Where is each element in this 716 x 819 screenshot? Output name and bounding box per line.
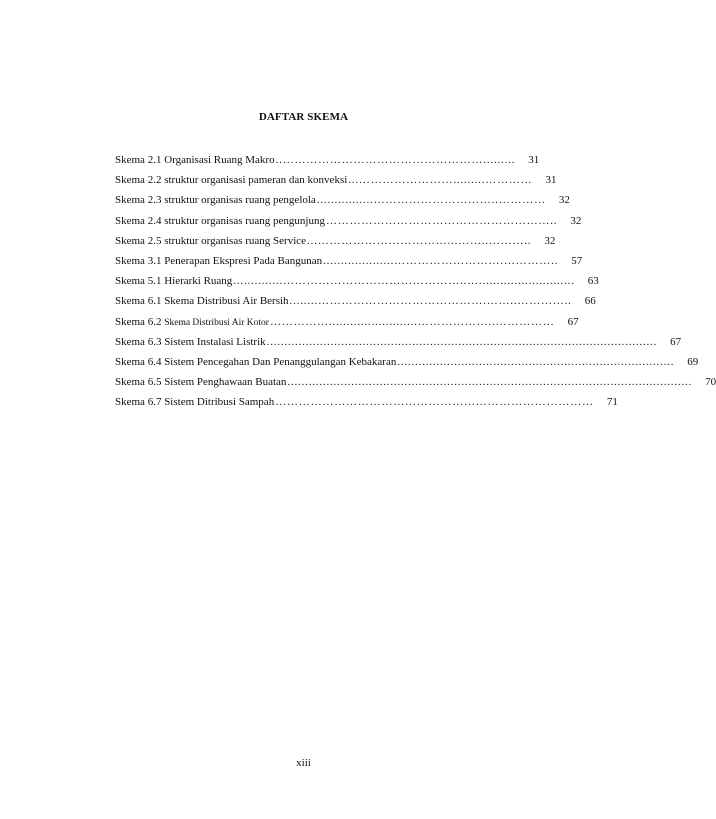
toc-entry-label: Skema 6.4 Sistem Pencegahan Dan Penanggulangan Kebakaran <box>115 355 397 368</box>
toc-entry-label <box>115 312 269 333</box>
toc-entry-label: Skema 6.5 Sistem Penghawaan Buatan <box>115 376 287 389</box>
page-number: xiii <box>296 757 311 769</box>
toc-entry-page: 67 <box>567 315 579 328</box>
toc-entry <box>115 332 682 352</box>
toc-entry <box>115 251 583 271</box>
toc-entry-page: 66 <box>584 295 596 308</box>
toc-entry <box>115 211 582 231</box>
toc-entry-page: 63 <box>587 275 599 288</box>
table-of-schemes <box>115 150 716 412</box>
toc-entry <box>115 392 618 412</box>
toc-entry-page: 69 <box>687 355 699 368</box>
toc-entry-label: Skema 3.1 Penerapan Ekspresi Pada Bangunan <box>115 254 323 267</box>
toc-entry <box>115 231 556 251</box>
toc-entry-page: 31 <box>528 154 540 166</box>
toc-entry-page: 32 <box>544 234 556 247</box>
dot-leader: ..……………………………………………......... <box>275 154 516 166</box>
toc-entry-label: Skema 2.5 struktur organisas ruang Service <box>115 234 307 247</box>
dot-leader: …………….........................………………..…………… <box>269 315 555 328</box>
toc-entry-page: 67 <box>670 335 682 348</box>
toc-entry-page: 31 <box>545 174 557 187</box>
toc-entry <box>115 352 699 372</box>
dot-leader: .............................................................................................................. <box>266 335 658 348</box>
toc-entry <box>115 150 540 170</box>
dot-leader: ……………………………………………………………………… <box>275 396 594 409</box>
dot-leader: ................…………………………..………… <box>316 194 546 207</box>
dot-leader: ........…………………………………….……..………….. <box>289 295 572 308</box>
toc-entry-label-prefix: Skema 6.2 <box>115 315 165 328</box>
page-title: DAFTAR SKEMA <box>258 111 349 123</box>
toc-entry-label: Skema 5.1 Hierarki Ruang <box>115 275 233 288</box>
toc-entry-page: 32 <box>558 194 570 207</box>
toc-entry <box>115 170 557 190</box>
toc-entry-page: 57 <box>571 254 583 267</box>
dot-leader: ………………………………………………….. <box>326 214 558 227</box>
toc-entry-label: Skema 6.1 Skema Distribusi Air Bersih <box>115 295 289 308</box>
toc-entry <box>115 190 570 210</box>
toc-entry-page: 71 <box>606 396 618 409</box>
toc-entry-label-suffix: Skema Distribusi Air Kotor <box>164 317 269 328</box>
dot-leader: ..............………………………………………..…........................... <box>233 275 575 288</box>
toc-entry-label: Skema 6.7 Sistem Ditribusi Sampah <box>115 396 275 409</box>
toc-entry <box>115 372 716 392</box>
dot-leader: .............................................................................. <box>397 355 675 368</box>
toc-entry-page: 32 <box>570 214 582 227</box>
toc-entry <box>115 312 579 332</box>
toc-entry-label: Skema 2.2 struktur organisasi pameran dan konveksi <box>115 174 348 187</box>
dot-leader: ...……………………………...……..……….. <box>307 234 532 247</box>
toc-entry-label: Skema 2.4 struktur organisas ruang pengunjung <box>115 214 325 227</box>
toc-entry-label: Skema 2.1 Organisasi Ruang Makro <box>115 154 275 166</box>
toc-entry-label: Skema 2.3 struktur organisas ruang pengelola <box>115 194 316 207</box>
toc-entry-page: 70 <box>705 376 716 389</box>
dot-leader: ....................……………………….………….. <box>323 254 559 267</box>
toc-entry-label: Skema 6.3 Sistem Instalasi Listrik <box>115 335 266 348</box>
toc-entry <box>115 291 596 311</box>
toc-entry <box>115 271 599 291</box>
dot-leader: ...…………………….........………… <box>348 174 533 187</box>
dot-leader: .................................................................................................................. <box>287 376 693 389</box>
